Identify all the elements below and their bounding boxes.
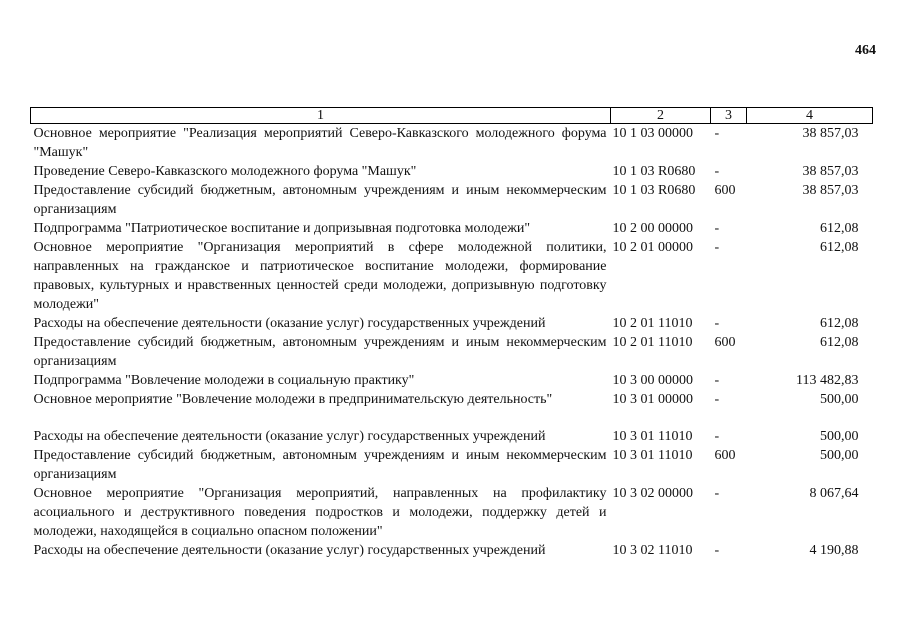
row-name: Проведение Северо-Кавказского молодежного форума "Машук" [33,164,417,179]
table-row [31,390,873,409]
row-code: 10 3 01 11010 [612,448,693,463]
row-type: 600 [714,183,736,198]
row-name: Расходы на обеспечение деятельности (оказание услуг) государственных учреждений [33,316,546,331]
row-amount: 612,08 [820,240,859,255]
table-row [31,238,873,314]
row-amount: 500,00 [820,448,859,463]
row-type: - [714,126,720,141]
table-header-row [31,108,873,124]
row-code: 10 3 00 00000 [612,373,693,388]
row-amount: 38 857,03 [802,164,859,179]
row-name: Расходы на обеспечение деятельности (оказание услуг) государственных учреждений [33,543,546,558]
row-amount: 4 190,88 [809,543,859,558]
row-type: - [714,486,720,501]
row-type: - [714,392,720,407]
row-code: 10 3 02 00000 [612,486,693,501]
row-type: - [714,429,720,444]
table-row [31,541,873,560]
row-type: - [714,221,720,236]
budget-table [30,107,873,560]
header-col-4: 4 [747,108,873,124]
row-type: - [714,164,720,179]
row-type: - [714,240,720,255]
header-col-2: 2 [611,108,711,124]
row-code: 10 3 02 11010 [612,543,693,558]
table-row [31,484,873,541]
table-row [31,181,873,219]
row-amount: 38 857,03 [802,183,859,198]
row-type: - [714,543,720,558]
table-row [31,162,873,181]
table-row [31,446,873,484]
row-type: - [714,316,720,331]
table-row [31,371,873,390]
row-code: 10 2 01 11010 [612,335,693,350]
row-name: Основное мероприятие "Организация мероприятий, направленных на профилактику асоциального и деструктивного поведения подростков и молодежи, поддержку детей и молодежи, находящейся в социально опасном положении" [33,486,607,539]
row-code: 10 1 03 00000 [612,126,693,141]
row-amount: 500,00 [820,429,859,444]
table-gap-row [31,409,873,427]
row-code: 10 1 03 R0680 [612,164,696,179]
row-name: Расходы на обеспечение деятельности (оказание услуг) государственных учреждений [33,429,546,444]
row-code: 10 2 01 11010 [612,316,693,331]
row-name: Подпрограмма "Патриотическое воспитание и допризывная подготовка молодежи" [33,221,531,236]
row-name: Основное мероприятие "Вовлечение молодежи в предпринимательскую деятельность" [33,392,553,407]
row-type: 600 [714,335,736,350]
row-name: Основное мероприятие "Организация мероприятий в сфере молодежной политики, направленных на гражданское и патриотическое воспитание молодежи, формирование правовых, культурных и нравственных ценностей среди молодежи, допризывную подготовку молодежи" [33,240,607,312]
row-amount: 612,08 [820,316,859,331]
row-amount: 113 482,83 [796,373,859,388]
row-code: 10 2 01 00000 [612,240,693,255]
row-type: - [714,373,720,388]
row-amount: 500,00 [820,392,859,407]
row-code: 10 1 03 R0680 [612,183,696,198]
row-name: Предоставление субсидий бюджетным, автономным учреждениям и иным некоммерческим организациям [33,183,607,217]
row-type: 600 [714,448,736,463]
table-row [31,314,873,333]
row-name: Основное мероприятие "Реализация мероприятий Северо-Кавказского молодежного форума "Машук" [33,126,607,160]
row-code: 10 3 01 11010 [612,429,693,444]
table-row [31,333,873,371]
row-amount: 612,08 [820,335,859,350]
row-name: Предоставление субсидий бюджетным, автономным учреждениям и иным некоммерческим организациям [33,448,607,482]
row-name: Предоставление субсидий бюджетным, автономным учреждениям и иным некоммерческим организациям [33,335,607,369]
header-col-1: 1 [31,108,611,124]
header-col-3: 3 [711,108,747,124]
page-number: 464 [855,43,876,58]
row-name: Подпрограмма "Вовлечение молодежи в социальную практику" [33,373,415,388]
table-row [31,219,873,238]
row-amount: 612,08 [820,221,859,236]
row-code: 10 3 01 00000 [612,392,693,407]
row-amount: 8 067,64 [809,486,859,501]
table-row [31,427,873,446]
row-amount: 38 857,03 [802,126,859,141]
table-row [31,124,873,163]
row-code: 10 2 00 00000 [612,221,693,236]
